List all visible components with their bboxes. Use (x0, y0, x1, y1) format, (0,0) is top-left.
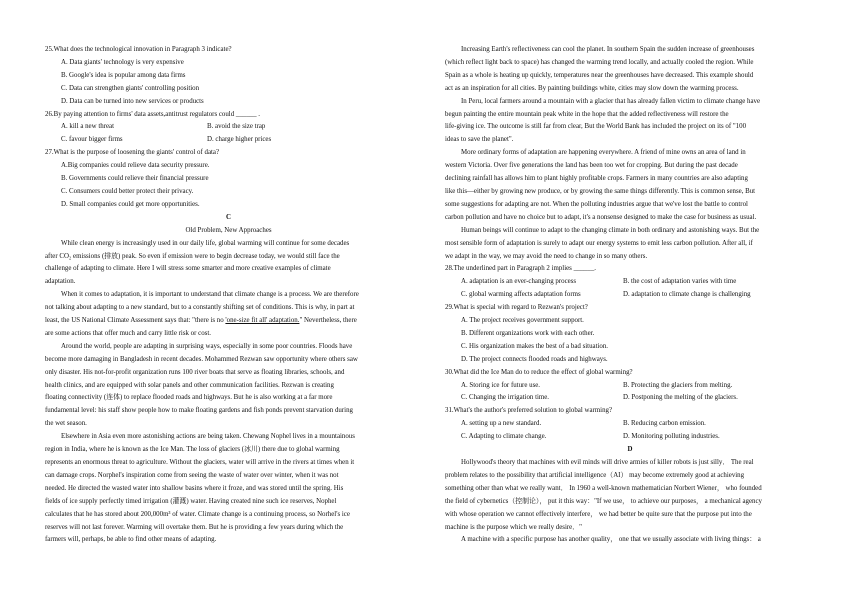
paragraph-line: life-giving ice. The outcome is still far from clear, But the World Bank has included the project on its of "100 (445, 123, 747, 131)
answer-option: D. The project connects flooded roads and highways. (461, 355, 608, 363)
paragraph-line: In Peru, local farmers around a mountain with a glacier that has already fallen victim to climate change have (461, 97, 761, 105)
paragraph-line: the wet season. (45, 420, 87, 428)
answer-option: A. The project receives government support. (461, 317, 584, 325)
paragraph-line: reserves will not last forever. Warming will overtake them. But he is providing a few years during which the (45, 523, 344, 531)
answer-option: D. Postponing the melting of the glaciers. (623, 394, 738, 402)
paragraph-line: something other than what we really want． In 1960 a well-known mathematician Norbert Wiener， who founded (445, 484, 762, 492)
paragraph-text: " Nevertheless, there (299, 317, 357, 325)
answer-option: B. Protecting the glaciers from melting. (623, 381, 733, 389)
paragraph-line: fields of ice supply perfectly timed irrigation (灌溉) water. Having created nine such ice reserves, Nophel (45, 497, 337, 505)
question-line: 28.The underlined part in Paragraph 2 implies ______. (445, 265, 596, 273)
paragraph-line: only disaster. His not-for-profit organization runs 100 river boats that serve as floating libraries, schools, and (45, 368, 345, 376)
passage-title: Old Problem, New Approaches (185, 226, 272, 234)
answer-option: C. His organization makes the best of a bad situation. (461, 342, 609, 350)
answer-option: A. Data giants' technology is very expensive (61, 58, 184, 66)
paragraph-line: farmers will, perhaps, be able to find other means of adapting. (45, 536, 217, 544)
paragraph-line: machine is the purpose which we really desire．" (445, 523, 582, 531)
answer-option: D. Monitoring polluting industries. (623, 433, 720, 441)
answer-option: C. Adapting to climate change. (461, 433, 547, 441)
paragraph-line: with whose operation we cannot effectively interfere， we had better be quite sure that the purpose put into the (445, 510, 752, 518)
paragraph-line: Elsewhere in Asia even more astonishing actions are being taken. Chewang Nophel lives in a mountainous (61, 433, 355, 441)
paragraph-line: can damage crops. Norphel's inspiration come from seeing the waste of water over winter, when it was not (45, 471, 339, 479)
section-letter: D (627, 446, 633, 454)
paragraph-line: the field of cybernetics（控制论）， put it this way："If we use， to achieve our purposes， a mechanical agency (445, 497, 763, 505)
paragraph-line: most sensible form of adaptation is surely to adapt our energy systems to emit less carbon pollution. After all, if (445, 239, 753, 247)
paragraph-line: declining rainfall has allows him to plant highly profitable crops. Farmers in many countries are also adapting (445, 175, 748, 183)
paragraph-line: become more damaging in Bangladesh in recent decades. Mohammed Rezwan saw opportunity where others saw (45, 355, 358, 363)
answer-option: A. kill a new threat (61, 123, 115, 131)
answer-option-row (445, 276, 815, 289)
paragraph-line: More ordinary forms of adaptation are happening everywhere. A friend of mine owns an area of land in (461, 149, 746, 157)
question-line: 31.What's the author's preferred solution to global warming? (445, 407, 613, 415)
answer-option: C. Changing the irrigation time. (461, 394, 550, 402)
paragraph-line: A machine with a specific purpose has another quality， one that we usually associate with living things： a (461, 536, 761, 544)
paragraph-line: are some actions that offer much and carry little risk or cost. (45, 329, 211, 337)
answer-option: D. charge higher prices (207, 136, 272, 144)
answer-option: D. Small companies could get more opportunities. (61, 200, 200, 208)
answer-option-row (445, 431, 815, 444)
paragraph-line: When it comes to adaptation, it is important to understand that climate change is a process. We are therefore (61, 291, 359, 299)
paragraph-line: act as an inspiration for all cities. By painting buildings white, cities may slow down the warming process. (445, 84, 739, 92)
paragraph-line: begun painting the entire mountain peak white in the hope that the added reflectiveness will restore the (445, 110, 729, 118)
left-column (45, 44, 412, 547)
paragraph-line: fundamental level: his staff show people how to make floating gardens and fish ponds prevent starvation during (45, 407, 353, 415)
answer-option: C. global warming affects adaptation forms (461, 291, 581, 299)
question-line: 25.What does the technological innovation in Paragraph 3 indicate? (45, 46, 232, 53)
answer-option: B. Governments could relieve their financial pressure (61, 175, 209, 183)
underlined-phrase: 'one-size fit all' adaptation. (225, 317, 300, 325)
paragraph-line (45, 315, 412, 328)
paragraph-line: health clinics, and are equipped with solar panels and other communication facilities. Rezwan is creating (45, 381, 334, 389)
paragraph-line: carbon pollution and have no choice but to adapt, it's a nonsense designed to make the case for business as usual. (445, 213, 757, 221)
answer-option-row (445, 418, 815, 431)
paragraph-line: Hollywood's theory that machines with evil minds will drive armies of killer robots is just silly． The real (461, 459, 754, 466)
answer-option: D. adaptation to climate change is challenging (623, 291, 751, 299)
answer-option: A. adaptation is an ever-changing process (461, 278, 577, 286)
answer-option-row (45, 134, 412, 147)
paragraph-line: Increasing Earth's reflectiveness can cool the planet. In southern Spain the sudden increase of greenhouses (461, 46, 755, 53)
paragraph-line: Around the world, people are adapting in surprising ways, especially in some poor countries. Floods have (61, 342, 353, 350)
paragraph-line: Spain as a whole is heating up quickly, temperatures near the greenhouses have decreased. This example should (445, 71, 754, 79)
question-line: 30.What did the Ice Man do to reduce the effect of global warming? (445, 368, 633, 376)
paragraph-line: like this—either by growing new produce, or by growing the same things differently. This is common sense, But (445, 187, 756, 195)
paragraph-line: adaptation. (45, 278, 76, 286)
answer-option-row (445, 392, 815, 405)
answer-option-row (45, 121, 412, 134)
question-line: 27.What is the purpose of loosening the giants' control of data? (45, 149, 220, 157)
answer-option: A. Storing ice for future use. (461, 381, 541, 389)
question-line: 26.By paying attention to firms' data assets,antitrust regulators could ______ . (45, 110, 261, 118)
answer-option: B. Google's idea is popular among data firms (61, 71, 186, 79)
paragraph-line: problem relates to the possibility that artificial intelligence（AI） may become extremely good at achieving (445, 471, 745, 479)
paragraph-line: region in India, where he is known as the Ice Man. The loss of glaciers (冰川) there due to global warming (45, 446, 340, 454)
paragraph-line: (which reflect light back to space) has changed the warming trend locally, and actually cooled the region. While (445, 58, 754, 66)
paragraph-text: least, the US National Climate Assessment says that: "there is no (45, 317, 226, 325)
paragraph-line: after CO₂ emissions (排放) peak. So even if emission were to begin decrease today, we would still face the (45, 252, 340, 260)
paragraph-line: represents an enormous threat to agriculture. Without the glaciers, water will arrive in the rivers at times when it (45, 459, 355, 466)
paragraph-line: While clean energy is increasingly used in our daily life, global warming will continue for some decades (61, 239, 350, 247)
answer-option: D. Data can be turned into new services or products (61, 97, 204, 105)
paragraph-line: needed. He directed the wasted water into shallow basins where it froze, and was stored until the spring. His (45, 484, 344, 492)
section-letter: C (226, 213, 231, 221)
right-column (445, 44, 815, 547)
answer-option-row (445, 380, 815, 393)
answer-option: A. setting up a new standard. (461, 420, 542, 428)
paragraph-line: Human beings will continue to adapt to the changing climate in both ordinary and astonishing ways. But the (461, 226, 760, 234)
answer-option: B. Reducing carbon emission. (623, 420, 706, 428)
question-line: 29.What is special with regard to Rezwan's project? (445, 304, 588, 312)
paragraph-line: some suggestions for adapting are not. When the polluting industries argue that we've lost the battle to control (445, 200, 748, 208)
paragraph-line: western Victoria. Over five generations the land has been too wet for cropping. But during the past decade (445, 162, 738, 170)
paragraph-line: calculates that he has stored about 200,000m³ of water. Climate change is a continuing process, so Norhel's ice (45, 510, 350, 518)
answer-option: C. Data can strengthen giants' controlling position (61, 84, 200, 92)
answer-option-row (445, 289, 815, 302)
answer-option: C. Consumers could better protect their privacy. (61, 187, 194, 195)
answer-option: B. avoid the size trap (207, 123, 266, 131)
answer-option: B. the cost of adaptation varies with time (623, 278, 737, 286)
paragraph-line: challenge of adapting to climate. Here I will stress some smarter and more creative examples of climate (45, 265, 331, 273)
paragraph-line: floating connectivity (连体) to replace flooded roads and highways. But he is also working at a far more (45, 394, 333, 402)
paragraph-line: we adapt in the way, we may avoid the need to change in so many others. (445, 252, 648, 260)
paragraph-line: ideas to save the planet". (445, 136, 514, 144)
paragraph-line: not talking about adapting to a new standard, but to a constantly shifting set of conditions. This is why, in part at (45, 304, 355, 312)
answer-option: B. Different organizations work with each other. (461, 329, 595, 337)
answer-option: C. favour bigger firms (61, 136, 123, 144)
answer-option: A.Big companies could relieve data security pressure. (61, 162, 210, 170)
